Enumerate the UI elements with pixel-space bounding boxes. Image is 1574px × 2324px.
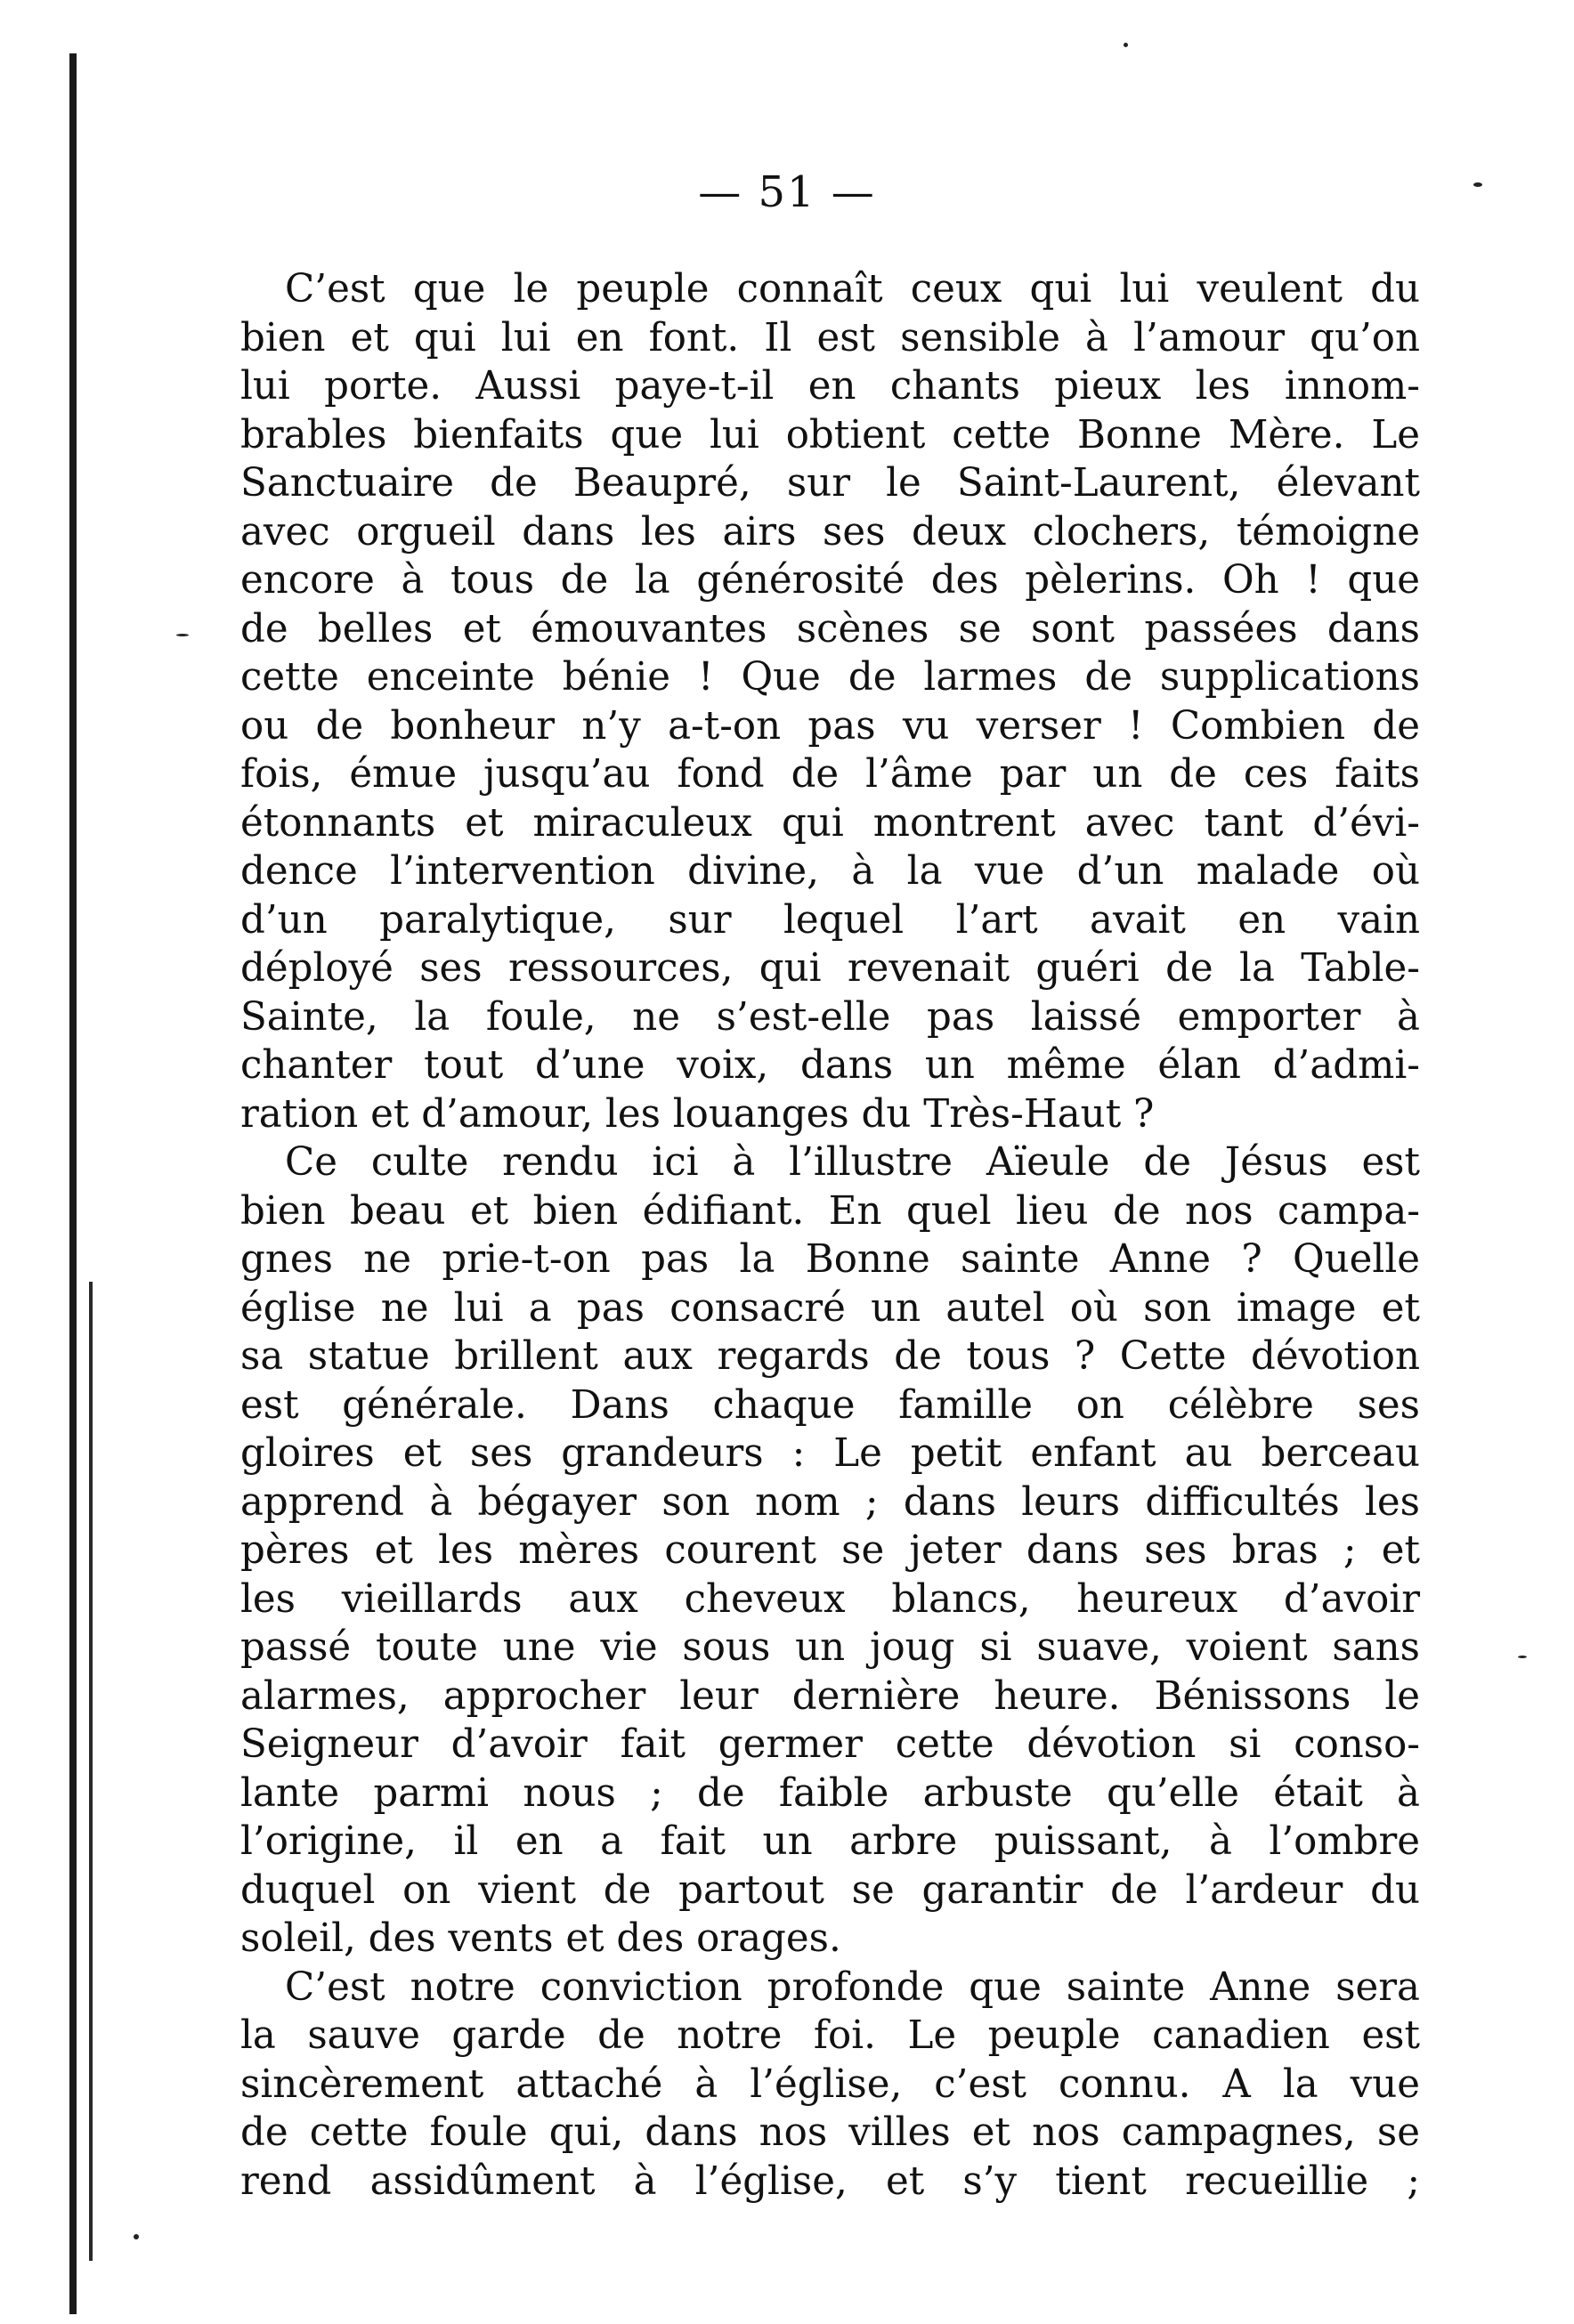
text-line: brables bienfaits que lui obtient cette Bonne Mère. Le	[240, 412, 1420, 458]
body-text	[240, 265, 1420, 2206]
scan-speck	[134, 2234, 139, 2239]
text-line: apprend à bégayer son nom ; dans leurs difficultés les	[240, 1479, 1420, 1525]
text-line: encore à tous de la générosité des pèlerins. Oh ! que	[240, 558, 1420, 603]
text-line: fois, émue jusqu’au fond de l’âme par un de ces faits	[240, 752, 1420, 797]
text-line: avec orgueil dans les airs ses deux clochers, témoigne	[240, 509, 1420, 555]
text-line: ou de bonheur n’y a-t-on pas vu verser ! Combien de	[240, 703, 1420, 749]
text-line: sa statue brillent aux regards de tous ? Cette dévotion	[240, 1334, 1420, 1379]
page-binding-edge	[69, 53, 77, 2314]
text-line: C’est notre conviction profonde que sainte Anne sera	[285, 1964, 1420, 2010]
text-line: dence l’intervention divine, à la vue d’un malade où	[240, 849, 1420, 894]
text-line: gnes ne prie-t-on pas la Bonne sainte Anne ? Quelle	[240, 1237, 1420, 1282]
text-line: déployé ses ressources, qui revenait guéri de la Table-	[240, 946, 1420, 991]
text-line: étonnants et miraculeux qui montrent avec tant d’évi-	[240, 800, 1420, 846]
text-line: C’est que le peuple connaît ceux qui lui veulent du	[285, 267, 1420, 312]
text-line: est générale. Dans chaque famille on célèbre ses	[240, 1382, 1420, 1428]
scan-speck	[1124, 43, 1128, 47]
text-line: alarmes, approcher leur dernière heure. Bénissons le	[240, 1673, 1420, 1719]
text-line: église ne lui a pas consacré un autel où son image et	[240, 1285, 1420, 1331]
text-line: gloires et ses grandeurs : Le petit enfant au berceau	[240, 1431, 1420, 1476]
text-line: Sainte, la foule, ne s’est-elle pas laissé emporter à	[240, 994, 1420, 1040]
text-line: lui porte. Aussi paye-t-il en chants pieux les innom-	[240, 364, 1420, 409]
page-number: — 51 —	[698, 167, 876, 217]
scan-speck	[1518, 1656, 1527, 1658]
text-line: d’un paralytique, sur lequel l’art avait en vain	[240, 897, 1420, 943]
scan-speck	[176, 634, 189, 636]
text-line: lante parmi nous ; de faible arbuste qu’elle était à	[240, 1770, 1420, 1816]
text-line: passé toute une vie sous un joug si suave, voient sans	[240, 1625, 1420, 1670]
text-line: rend assidûment à l’église, et s’y tient recueillie ;	[240, 2158, 1420, 2204]
text-line: pères et les mères courent se jeter dans ses bras ; et	[240, 1528, 1420, 1573]
text-line: de belles et émouvantes scènes se sont passées dans	[240, 606, 1420, 652]
paragraph	[240, 265, 1420, 1138]
text-line: cette enceinte bénie ! Que de larmes de supplications	[240, 655, 1420, 700]
text-line: les vieillards aux cheveux blancs, heureux d’avoir	[240, 1576, 1420, 1622]
text-line: Seigneur d’avoir fait germer cette dévotion si conso-	[240, 1722, 1420, 1767]
paragraph	[240, 1138, 1420, 1964]
page-binding-shadow	[89, 1282, 93, 2261]
text-line: Sanctuaire de Beaupré, sur le Saint-Laurent, élevant	[240, 461, 1420, 506]
text-line: sincèrement attaché à l’église, c’est connu. A la vue	[240, 2061, 1420, 2107]
text-line: l’origine, il en a fait un arbre puissant, à l’ombre	[240, 1819, 1420, 1864]
scan-speck	[1473, 182, 1482, 187]
text-line: bien beau et bien édifiant. En quel lieu de nos campa-	[240, 1188, 1420, 1234]
paragraph	[240, 1964, 1420, 2207]
text-line: soleil, des vents et des orages.	[240, 1916, 841, 1961]
text-line: duquel on vient de partout se garantir de l’ardeur du	[240, 1867, 1420, 1913]
text-line: la sauve garde de notre foi. Le peuple canadien est	[240, 2013, 1420, 2058]
text-line: Ce culte rendu ici à l’illustre Aïeule de Jésus est	[285, 1140, 1420, 1185]
text-line: de cette foule qui, dans nos villes et nos campagnes, se	[240, 2110, 1420, 2155]
text-line: chanter tout d’une voix, dans un même élan d’admi-	[240, 1043, 1420, 1088]
text-line: ration et d’amour, les louanges du Très-Haut ?	[240, 1091, 1155, 1137]
text-line: bien et qui lui en font. Il est sensible à l’amour qu’on	[240, 315, 1420, 360]
